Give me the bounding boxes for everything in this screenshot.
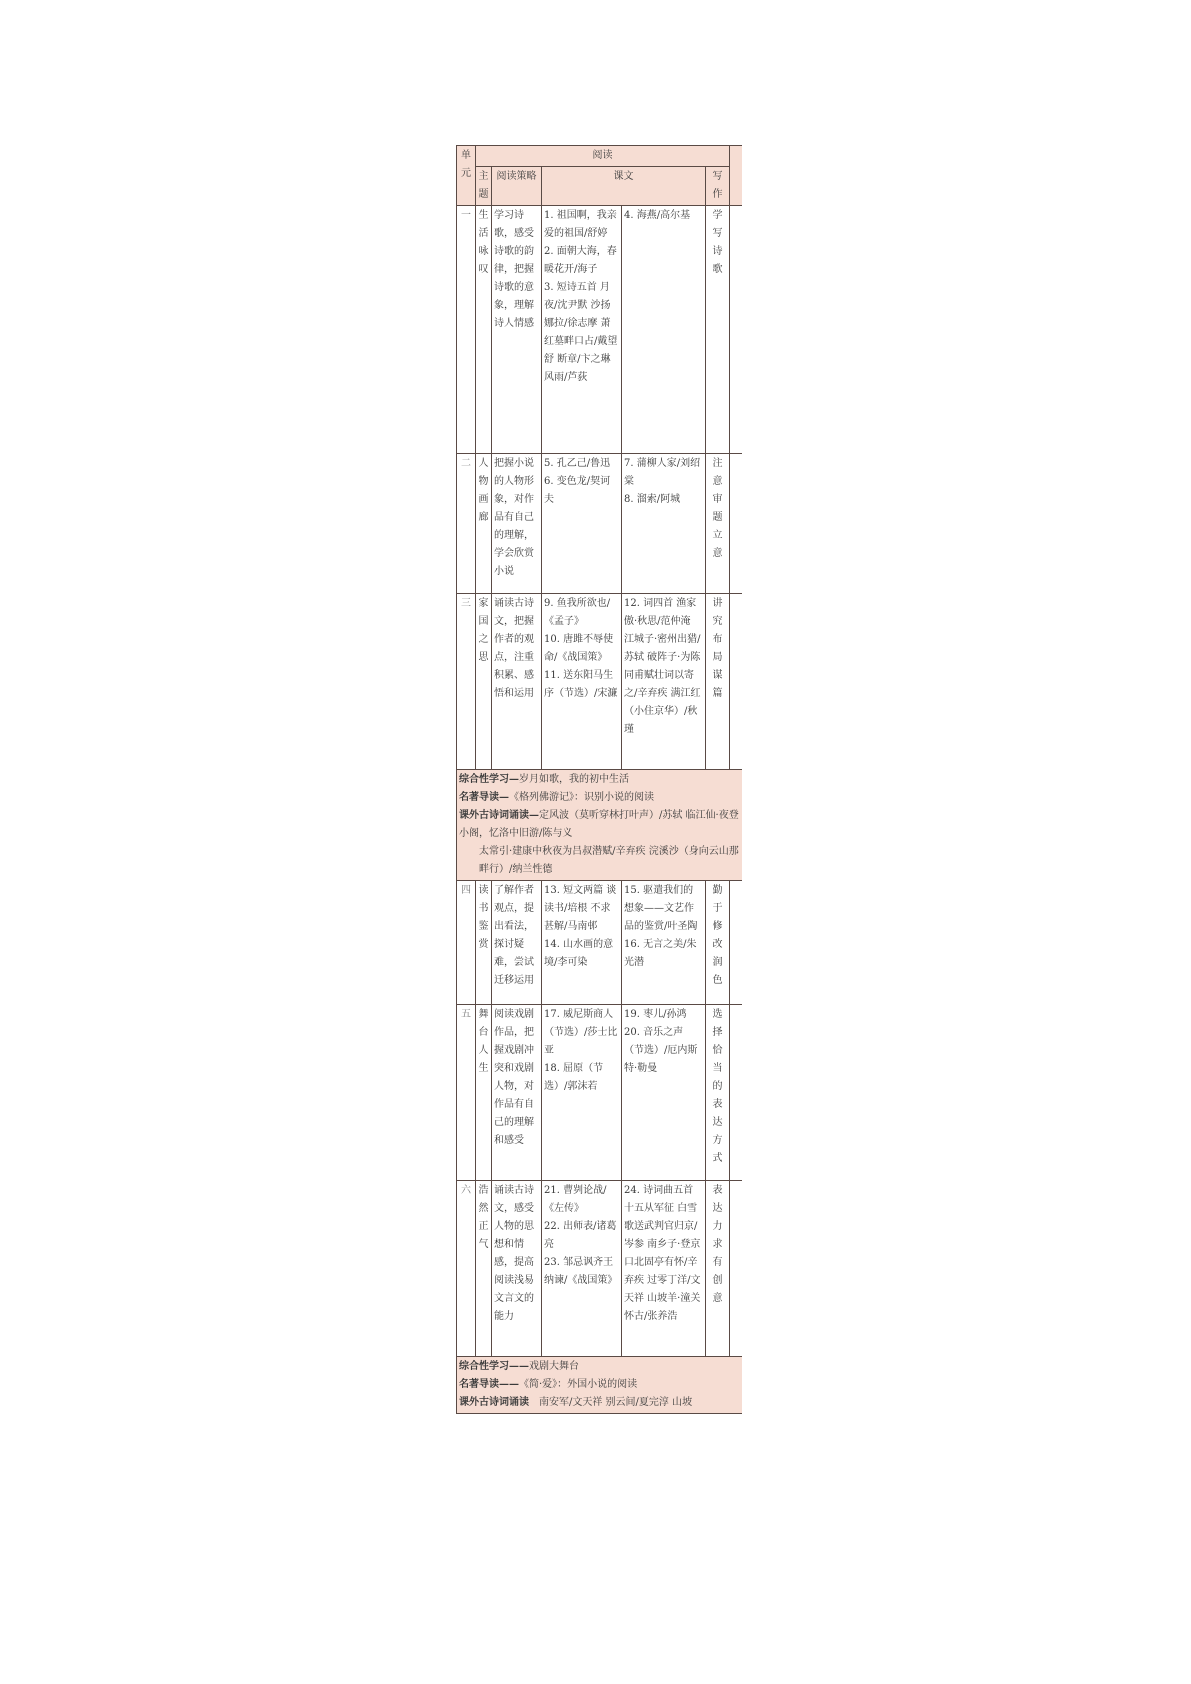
lesson-text: 7. 蒲柳人家/刘绍棠: [624, 458, 701, 487]
blank-cell: [730, 454, 743, 594]
lesson-text: 24. 诗词曲五首 十五从军征 白雪歌送武判官归京/岑参 南乡子·登京口北固亭有怀/辛弃疾 过零丁洋/文天祥 山坡羊·潼关怀古/张养浩: [624, 1185, 701, 1322]
blank-cell: [730, 206, 743, 454]
lesson-text: 22. 出师表/诸葛亮: [544, 1221, 617, 1250]
lesson-text: 20. 音乐之声（节选）/厄内斯特·勒曼: [624, 1027, 698, 1074]
unit-texts-a: [542, 206, 622, 454]
band-line: 综合性学习—岁月如歌，我的初中生活: [459, 774, 629, 785]
unit-theme: 舞台人生: [476, 1005, 492, 1181]
unit-number: 三: [457, 594, 476, 770]
lesson-text: 13. 短文两篇 谈读书/培根 不求甚解/马南邨: [544, 885, 617, 932]
lesson-text: 8. 溜索/阿城: [624, 494, 681, 505]
unit-strategy: 了解作者观点，提出看法，探讨疑难，尝试迁移运用: [492, 881, 542, 1005]
blank-cell: [730, 1181, 743, 1357]
unit-texts-b: [622, 1005, 706, 1181]
unit-row-3: [457, 594, 743, 770]
unit-texts-a: [542, 1005, 622, 1181]
unit-strategy: 把握小说的人物形象，对作品有自己的理解，学会欣赏小说: [492, 454, 542, 594]
unit-number: 六: [457, 1181, 476, 1357]
unit-writing: 注意审题立意: [706, 454, 730, 594]
blank-header: [730, 146, 743, 206]
unit-texts-a: [542, 454, 622, 594]
unit-number: 五: [457, 1005, 476, 1181]
lesson-text: 4. 海燕/高尔基: [624, 210, 691, 221]
unit-number: 一: [457, 206, 476, 454]
unit-texts-a: [542, 594, 622, 770]
lesson-text: 17. 威尼斯商人（节选）/莎士比亚: [544, 1009, 618, 1056]
unit-strategy: 诵读古诗文，把握作者的观点，注重积累、感悟和运用: [492, 594, 542, 770]
unit-row-1: [457, 206, 743, 454]
lesson-text: 21. 曹刿论战/《左传》: [544, 1185, 607, 1214]
lesson-text: 23. 邹忌讽齐王纳谏/《战国策》: [544, 1257, 618, 1286]
supplementary-band: [457, 1357, 743, 1414]
band-line: 综合性学习——戏剧大舞台: [459, 1361, 579, 1372]
supplementary-band: [457, 770, 743, 881]
strategy-header: 阅读策略: [492, 167, 542, 206]
reading-header: 阅读: [476, 146, 730, 167]
lesson-text: 5. 孔乙己/鲁迅: [544, 458, 611, 469]
unit-texts-b: [622, 881, 706, 1005]
band-line: 名著导读—《格列佛游记》：识别小说的阅读: [459, 792, 654, 803]
unit-writing: 表达力求有创意: [706, 1181, 730, 1357]
writing-header: 写作: [706, 167, 730, 206]
band-line: 课外古诗词诵读—定风波（莫听穿林打叶声）/苏轼 临江仙·夜登小阁，忆洛中旧游/陈与义: [459, 810, 739, 839]
unit-row-5: [457, 1005, 743, 1181]
lesson-text: 3. 短诗五首 月夜/沈尹默 沙扬娜拉/徐志摩 萧红墓畔口占/戴望舒 断章/卞之琳 风雨/芦荻: [544, 282, 618, 383]
unit-strategy: 学习诗歌，感受诗歌的韵律，把握诗歌的意象，理解诗人情感: [492, 206, 542, 454]
lesson-text: 16. 无言之美/朱光潜: [624, 939, 697, 968]
unit-texts-b: [622, 1181, 706, 1357]
unit-theme: 浩然正气: [476, 1181, 492, 1357]
texts-header: 课文: [542, 167, 706, 206]
unit-theme: 读书鉴赏: [476, 881, 492, 1005]
band-line: 名著导读——《简·爱》：外国小说的阅读: [459, 1379, 638, 1390]
lesson-text: 14. 山水画的意境/李可染: [544, 939, 614, 968]
unit-theme: 人物画廊: [476, 454, 492, 594]
band-row-2: [457, 1357, 743, 1414]
syllabus-table: [456, 145, 742, 1414]
unit-strategy: 诵读古诗文，感受人物的思想和情感，提高阅读浅易文言文的能力: [492, 1181, 542, 1357]
unit-texts-a: [542, 881, 622, 1005]
lesson-text: 19. 枣儿/孙鸿: [624, 1009, 687, 1020]
band-row-1: [457, 770, 743, 881]
unit-strategy: 阅读戏剧作品，把握戏剧冲突和戏剧人物，对作品有自己的理解和感受: [492, 1005, 542, 1181]
band-line: 太常引·建康中秋夜为吕叔潜赋/辛弃疾 浣溪沙（身向云山那畔行）/纳兰性德: [479, 846, 739, 875]
lesson-text: 10. 唐雎不辱使命/《战国策》: [544, 634, 614, 663]
band-line: 课外古诗词诵读 南安军/文天祥 别云间/夏完淳 山坡: [459, 1397, 693, 1408]
unit-writing: 选择恰当的表达方式: [706, 1005, 730, 1181]
blank-cell: [730, 594, 743, 770]
theme-header: 主题: [476, 167, 492, 206]
unit-number: 二: [457, 454, 476, 594]
lesson-text: 2. 面朝大海，春暖花开/海子: [544, 246, 617, 275]
lesson-text: 12. 词四首 渔家傲·秋思/范仲淹 江城子·密州出猎/苏轼 破阵子·为陈同甫赋壮词以寄之/辛弃疾 满江红（小住京华）/秋瑾: [624, 598, 701, 735]
unit-number: 四: [457, 881, 476, 1005]
unit-theme: 家国之思: [476, 594, 492, 770]
header-row-1: [457, 146, 743, 167]
blank-cell: [730, 881, 743, 1005]
lesson-text: 1. 祖国啊，我亲爱的祖国/舒婷: [544, 210, 617, 239]
lesson-text: 11. 送东阳马生序（节选）/宋濂: [544, 670, 618, 699]
header-row-2: [457, 167, 743, 206]
unit-theme: 生活咏叹: [476, 206, 492, 454]
lesson-text: 6. 变色龙/契诃夫: [544, 476, 611, 505]
unit-texts-a: [542, 1181, 622, 1357]
unit-writing: 讲究布局谋篇: [706, 594, 730, 770]
unit-writing: 学写诗歌: [706, 206, 730, 454]
lesson-text: 9. 鱼我所欲也/《孟子》: [544, 598, 611, 627]
blank-cell: [730, 1005, 743, 1181]
lesson-text: 18. 屈原（节选）/郭沫若: [544, 1063, 604, 1092]
unit-texts-b: [622, 454, 706, 594]
unit-row-2: [457, 454, 743, 594]
unit-texts-b: [622, 594, 706, 770]
syllabus-document: [456, 145, 742, 1448]
unit-header: 单元: [457, 146, 476, 206]
unit-row-6: [457, 1181, 743, 1357]
unit-texts-b: [622, 206, 706, 454]
lesson-text: 15. 驱遣我们的想象——文艺作品的鉴赏/叶圣陶: [624, 885, 698, 932]
unit-writing: 勤于修改润色: [706, 881, 730, 1005]
unit-row-4: [457, 881, 743, 1005]
